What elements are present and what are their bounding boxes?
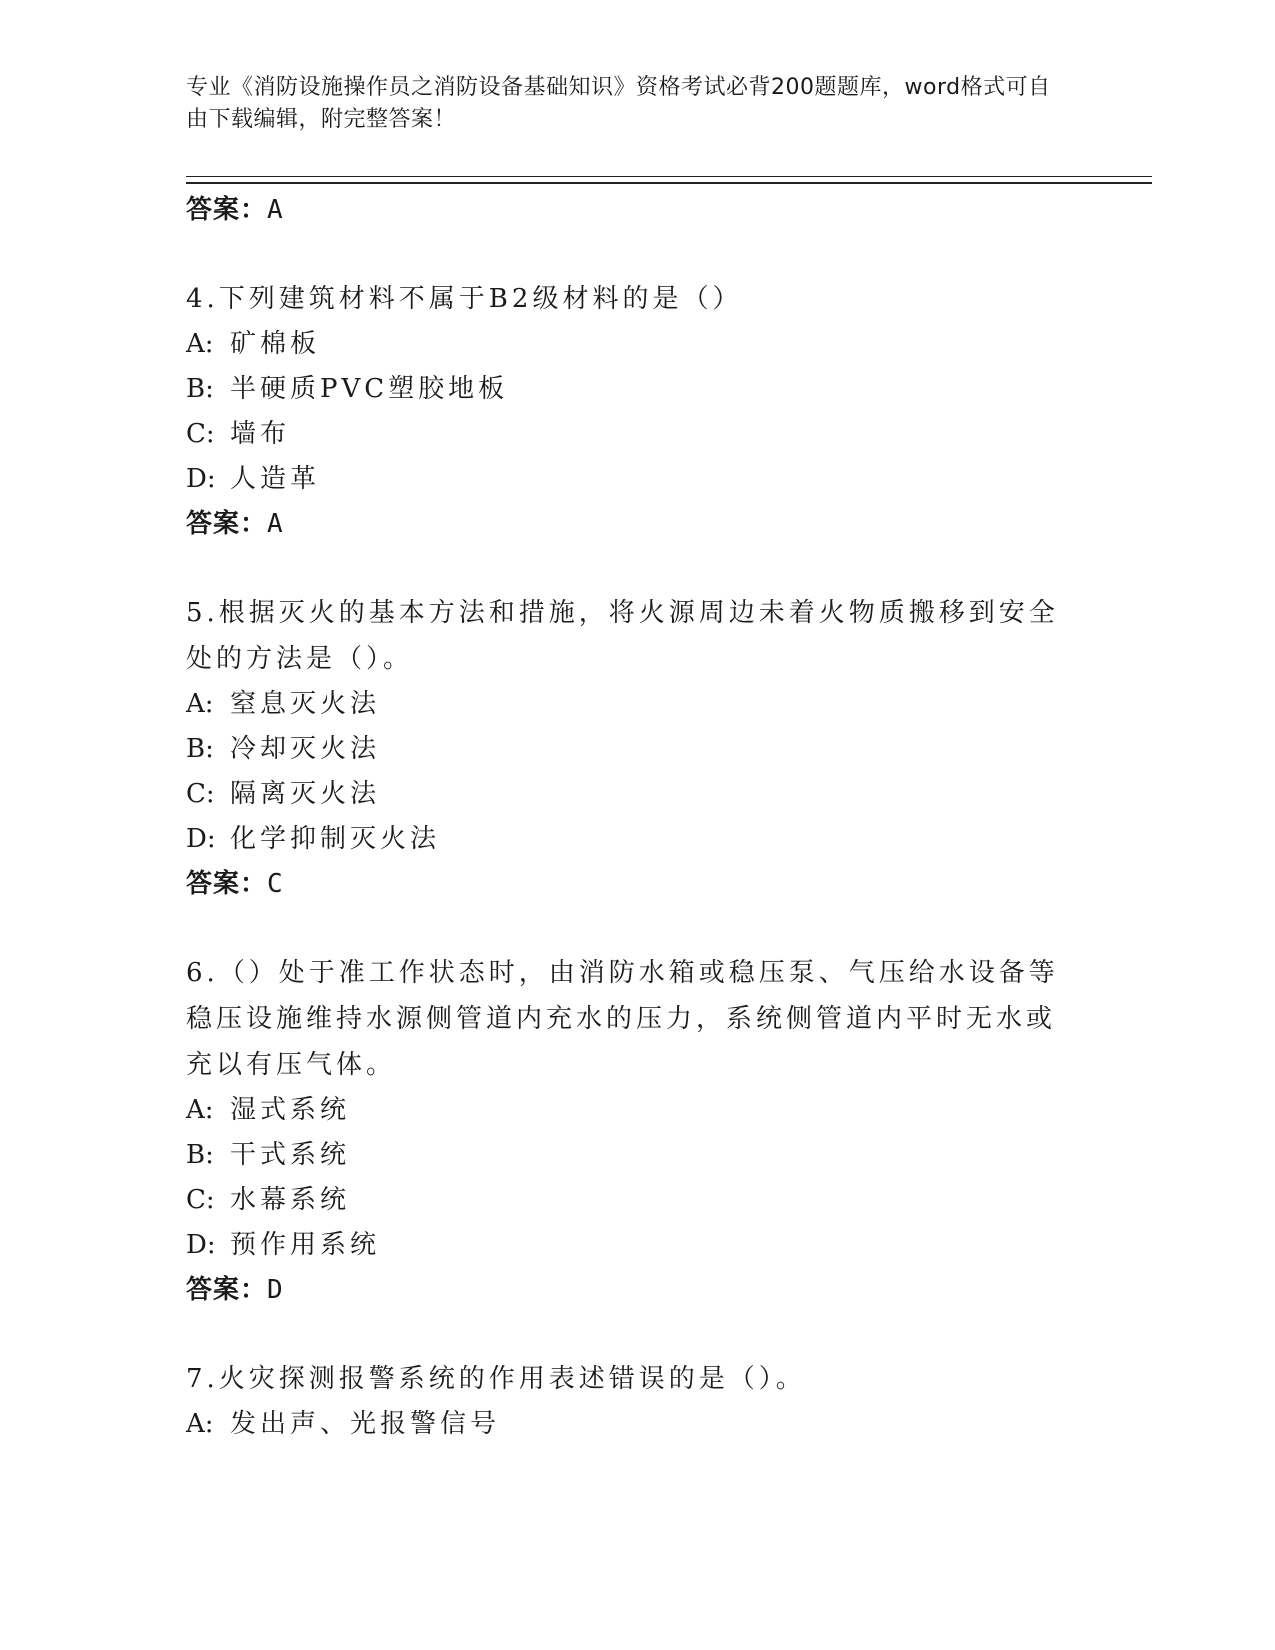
answer-label: 答案： (186, 195, 268, 225)
option-key: C: (186, 1185, 215, 1215)
question-text: 5.根据灭火的基本方法和措施，将火源周边未着火物质搬移到安全处的方法是（）。 (186, 598, 1059, 674)
option-key: B: (186, 734, 214, 764)
answer-line (186, 862, 1066, 906)
option-key: A: (186, 329, 214, 359)
option-d (186, 817, 1066, 862)
option-text: 墙布 (230, 419, 291, 449)
option-b (186, 1133, 1066, 1178)
option-key: A: (186, 1409, 214, 1439)
option-text: 窒息灭火法 (230, 689, 381, 719)
option-text: 冷却灭火法 (230, 734, 381, 764)
option-a (186, 1402, 1066, 1447)
option-key: C: (186, 419, 215, 449)
option-key: C: (186, 779, 215, 809)
option-text: 水幕系统 (230, 1185, 351, 1215)
option-text: 隔离灭火法 (230, 779, 381, 809)
header-title: 专业《消防设施操作员之消防设备基础知识》资格考试必背200题题库，word格式可自由下载编辑，附完整答案！ (186, 75, 1051, 132)
option-b (186, 367, 1066, 412)
answer-line (186, 188, 1066, 232)
answer-line (186, 1268, 1066, 1312)
option-c (186, 1178, 1066, 1223)
option-text: 矿棉板 (230, 329, 321, 359)
option-key: D: (186, 824, 216, 854)
option-key: D: (186, 464, 216, 494)
answer-value: C (267, 869, 284, 899)
option-a (186, 322, 1066, 367)
option-text: 人造革 (230, 464, 321, 494)
question-6 (186, 950, 1066, 1312)
answer-label: 答案： (186, 1275, 268, 1305)
document-body (186, 188, 1066, 1447)
option-key: D: (186, 1230, 216, 1260)
option-d (186, 1223, 1066, 1268)
option-d (186, 457, 1066, 502)
option-c (186, 412, 1066, 457)
option-text: 发出声、光报警信号 (230, 1409, 501, 1439)
option-key: A: (186, 1095, 214, 1125)
option-key: B: (186, 374, 214, 404)
option-b (186, 727, 1066, 772)
question-7 (186, 1356, 1066, 1447)
question-text: 6.（）处于准工作状态时，由消防水箱或稳压泵、气压给水设备等稳压设施维持水源侧管道内充水的压力，系统侧管道内平时无水或充以有压气体。 (186, 958, 1059, 1080)
answer-line (186, 502, 1066, 546)
question-5 (186, 590, 1066, 906)
option-text: 化学抑制灭火法 (230, 824, 441, 854)
option-text: 湿式系统 (230, 1095, 351, 1125)
option-text: 半硬质PVC塑胶地板 (230, 374, 509, 404)
question-4 (186, 276, 1066, 546)
answer-label: 答案： (186, 869, 268, 899)
option-text: 干式系统 (230, 1140, 351, 1170)
answer-value: A (267, 509, 284, 539)
option-a (186, 682, 1066, 727)
option-a (186, 1088, 1066, 1133)
option-key: A: (186, 689, 214, 719)
answer-value: A (267, 195, 284, 225)
question-text: 4.下列建筑材料不属于B2级材料的是（） (186, 284, 743, 314)
question-text: 7.火灾探测报警系统的作用表述错误的是（）。 (186, 1364, 806, 1394)
option-key: B: (186, 1140, 214, 1170)
option-c (186, 772, 1066, 817)
header-divider (186, 176, 1152, 184)
option-text: 预作用系统 (230, 1230, 381, 1260)
answer-label: 答案： (186, 509, 268, 539)
document-header (186, 72, 1066, 136)
answer-value: D (267, 1275, 284, 1305)
